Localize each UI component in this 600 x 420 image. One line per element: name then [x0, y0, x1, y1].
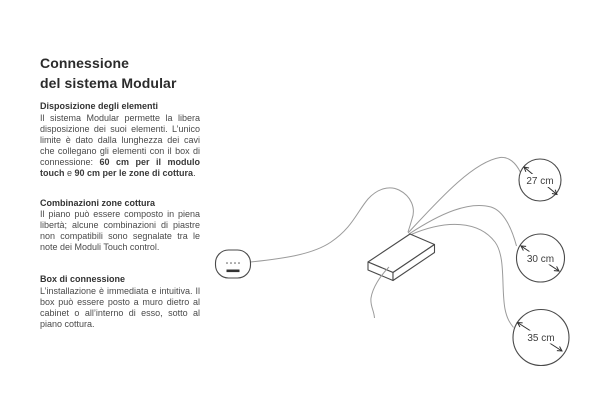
touch-module-dot-icon: [230, 262, 232, 264]
connection-box: [368, 234, 435, 281]
section-body-disposizione: Il sistema Modular permette la libera disposizione dei suoi elementi. L’unico limite è dato dalla lunghezza dei cavi che collegano gli elementi con il box di connessione: 60 cm per il modulo touch e 90 cm per le zone di cottura.: [40, 112, 200, 178]
cable-zone-27: [408, 157, 521, 233]
page-title-line2: del sistema Modular: [40, 75, 177, 91]
touch-module-body: [216, 250, 251, 278]
touch-module-dot-icon: [226, 262, 228, 264]
section-heading-box: Box di connessione: [40, 274, 126, 284]
section-heading-combinazioni: Combinazioni zone cottura: [40, 197, 156, 208]
zone-circle-27: [519, 159, 561, 201]
section-body-box: L’installazione è immediata e intuitiva. Il box può essere posto a muro dietro al cabinet o all’interno di esso, sotto al piano cottura.: [40, 285, 200, 329]
touch-module-dot-icon: [238, 262, 240, 264]
touch-module-slider: [227, 270, 240, 273]
touch-module-dot-icon: [234, 262, 236, 264]
section-body-combinazioni: Il piano può essere composto in piena libertà; alcune combinazioni di piastre non compatibili sono segnalate tra le note dei Moduli Touch control.: [40, 209, 200, 252]
zone-label-27: 27 cm: [526, 176, 554, 187]
section-heading-disposizione: Disposizione degli elementi: [40, 101, 159, 111]
page-title-line1: Connessione: [40, 55, 130, 71]
zone-label-35: 35 cm: [527, 333, 555, 344]
cable-zone-35: [410, 224, 514, 327]
zone-circle-30: [517, 234, 565, 282]
touch-module: [216, 250, 251, 278]
zone-label-30: 30 cm: [526, 254, 555, 265]
zone-circle-35: [513, 310, 569, 366]
